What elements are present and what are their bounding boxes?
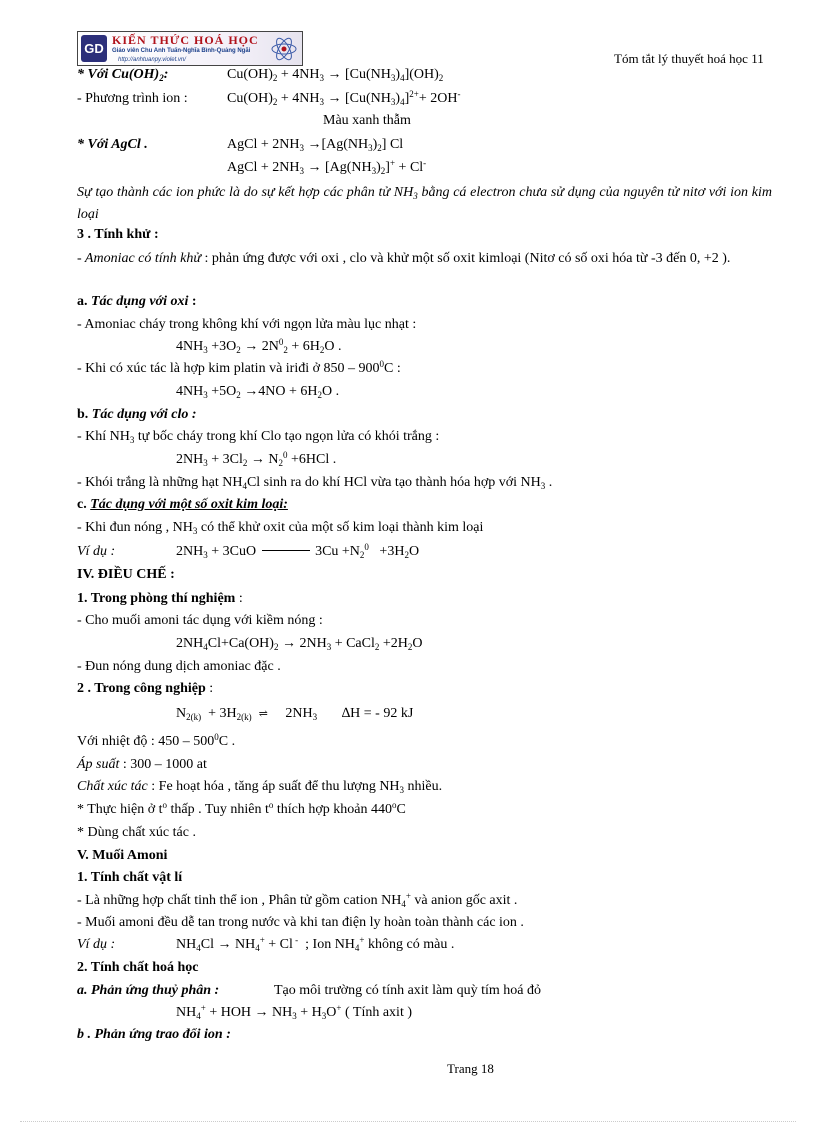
chlorine-line: - Khí $NH_3$ tự bốc cháy trong khí Clo tạo ngọn lửa có khói trắng : bbox=[77, 429, 440, 445]
ion-exchange-title: b . Phản ứng trao đổi ion : bbox=[77, 1027, 231, 1042]
industry-title: 2 . Trong công nghiệp : bbox=[77, 681, 214, 696]
page-number: Trang 18 bbox=[447, 1061, 494, 1076]
equation-cl: $2NH_3 + 3Cl_2 \to N_2^0 +6HCl$ . bbox=[176, 450, 337, 468]
equation-lab: $2NH_4Cl+Ca(OH)_2 \to 2NH_3$ + CaCl$_2$ $+2H_2O$ bbox=[176, 636, 423, 652]
logo-subtitle: Giáo viên Chu Anh Tuấn-Nghĩa Bình-Quảng Ngãi bbox=[112, 48, 251, 54]
physical-title: 1. Tính chất vật lí bbox=[77, 870, 183, 885]
catalyst-line: - Khi có xúc tác là hợp kim platin và iriđi ở $850 - 900^0C$ : bbox=[77, 359, 401, 376]
equation-cu-1: $Cu(OH)_2 + 4NH_3 \to [Cu(NH_3)_4](OH)_2$ bbox=[227, 67, 444, 83]
lab-title: 1. Trong phòng thí nghiệm : bbox=[77, 591, 243, 606]
ionic-equation-label: - Phương trình ion : bbox=[77, 91, 188, 106]
catalyst-industry-line: Chất xúc tác : Fe hoạt hóa , tăng áp suất để thu lượng $NH_3$ nhiều. bbox=[77, 779, 443, 795]
lab-line-2: - Đun nóng dung dịch amoniac đặc . bbox=[77, 659, 281, 674]
reducing-paragraph: - Amoniac có tính khử : phản ứng được với oxi , clo và khử một số oxit kimloại (Nitơ có số oxi hóa từ -3 đến 0, +2 ). bbox=[77, 251, 731, 266]
complex-ion-paragraph: Sự tạo thành các ion phức là do sự kết hợp các phân tử $NH_3$ bằng cá electron chưa sử dụng của nguyên tử nitơ với ion kim loại bbox=[77, 185, 773, 222]
example-label-2: Ví dụ : bbox=[77, 937, 116, 952]
section-3-title: 3 . Tính khử : bbox=[77, 227, 159, 242]
equation-cu-2: $Cu(OH)_2 + 4NH_3 \to [Cu(NH_3)_4]^{2+}+ 2OH^-$ bbox=[227, 89, 461, 107]
temperature-line: Với nhiệt độ : $450 - 500^0C$ . bbox=[77, 732, 236, 749]
example-label: Ví dụ : bbox=[77, 544, 116, 559]
logo-badge: GD bbox=[81, 35, 107, 62]
chemical-title: 2. Tính chất hoá học bbox=[77, 960, 199, 975]
metal-oxide-line: - Khi đun nóng , $NH_3$ có thể khử oxit của một số kim loại thành kim loại bbox=[77, 520, 484, 536]
section-v-title: V. Muối Amoni bbox=[77, 848, 168, 863]
smoke-line: - Khói trắng là những hạt $NH_4Cl$ sinh ra do khí HCl vừa tạo thành hóa hợp với $NH_3$ . bbox=[77, 475, 553, 491]
section-b-title: b. Tác dụng với clo : bbox=[77, 407, 197, 422]
use-catalyst-line: * Dùng chất xúc tác . bbox=[77, 825, 196, 840]
equation-o2-1: $4NH_3 +3O_2 \to 2N^0_2 + 6H_2O$ . bbox=[176, 337, 342, 355]
equation-hydrolysis: $NH_4^+$ + HOH → $NH_3 + H_3O^+$ ( Tính axit ) bbox=[176, 1003, 412, 1021]
lab-line-1: - Cho muối amoni tác dụng với kiềm nóng : bbox=[77, 613, 323, 628]
oxygen-line: - Amoniac cháy trong không khí với ngọn lửa màu lục nhạt : bbox=[77, 317, 417, 332]
low-temp-line: * Thực hiện ở $t^o$ thấp . Tuy nhiên $t^o$ thích hợp khoản 440$^o$C bbox=[77, 800, 406, 817]
logo-title: KIẾN THỨC HOÁ HỌC bbox=[112, 33, 259, 47]
equation-ag-1: AgCl + $2NH_3 \to[Ag(NH_3)_2]$ Cl bbox=[227, 137, 404, 153]
logo bbox=[77, 31, 303, 66]
equation-o2-2: $4NH_3 +5O_2 \to 4NO + 6H_2O$ . bbox=[176, 384, 340, 400]
document-title: Tóm tắt lý thuyết hoá học 11 bbox=[614, 51, 764, 66]
section-iv-title: IV. ĐIỀU CHẾ : bbox=[77, 567, 175, 582]
agcl-label: * Với AgCl . bbox=[77, 137, 148, 152]
footer-divider bbox=[20, 1121, 796, 1122]
cu-oh-label: * Với $Cu(OH)_2$: bbox=[77, 67, 169, 83]
section-c-title: c. Tác dụng với một số oxit kim loại: bbox=[77, 497, 288, 512]
physical-line-2: - Muối amoni đều dễ tan trong nước và khi tan điện ly hoàn toàn thành các ion . bbox=[77, 915, 524, 930]
hydrolysis-text: Tạo môi trường có tính axit làm quỳ tím hoá đỏ bbox=[274, 983, 541, 998]
equation-ag-2: AgCl + $2NH_3 \to [Ag(NH_3)_2]^+ + Cl^-$ bbox=[227, 158, 427, 176]
color-note: Màu xanh thẫm bbox=[323, 113, 411, 128]
physical-line-1: - Là những hợp chất tinh thể ion , Phân tử gồm cation $NH_4^+$ và anion gốc axit . bbox=[77, 891, 518, 909]
logo-url: http://anhtuanpy.violet.vn/ bbox=[118, 57, 186, 63]
equation-haber: $N_{2(k)} + 3H_{2(k)}$ ⇌ $2NH_3$ ∆H = - 92 kJ bbox=[176, 706, 414, 722]
section-a-title: a. Tác dụng với oxi : bbox=[77, 294, 197, 309]
atom-icon bbox=[270, 35, 298, 63]
pressure-line: Áp suất : 300 – 1000 at bbox=[77, 757, 207, 772]
equation-nh4cl: $NH_4Cl \to NH_4^+ + Cl$ - ; Ion $NH_4^+$ không có màu . bbox=[176, 935, 455, 953]
hydrolysis-title: a. Phản ứng thuỷ phân : bbox=[77, 983, 220, 998]
equation-cuo: $2NH_3 + 3CuO$ $3Cu +N_2^0 +3H_2O$ bbox=[176, 542, 420, 560]
